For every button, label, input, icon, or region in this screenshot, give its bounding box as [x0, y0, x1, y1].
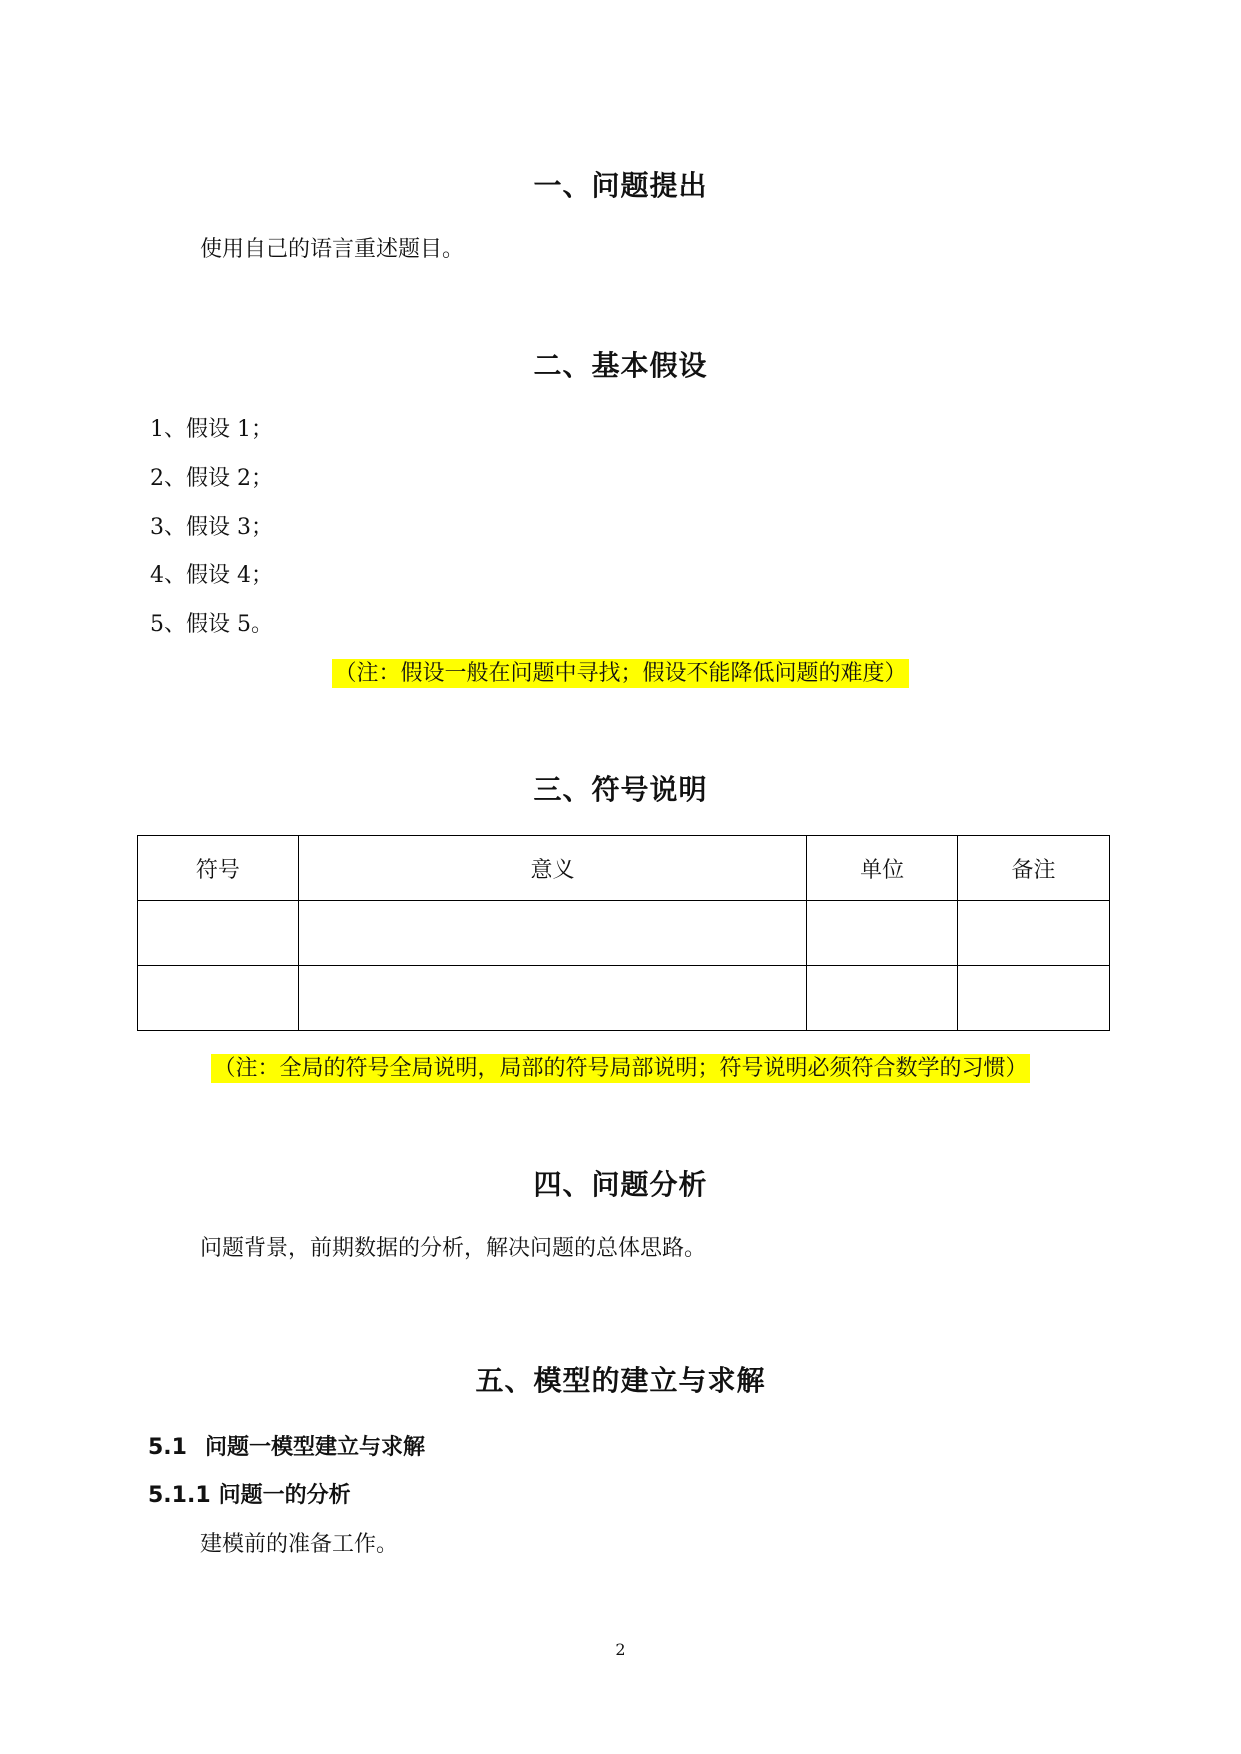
page-number: 2 [615, 1640, 626, 1659]
table-row [138, 966, 1110, 1031]
assumption-note: （注：假设一般在问题中寻找；假设不能降低问题的难度） [334, 661, 907, 686]
header-unit: 单位 [807, 836, 958, 901]
table-cell [958, 901, 1110, 966]
subsection-number: 5.1.1 [148, 1483, 211, 1508]
table-cell [807, 901, 958, 966]
assumption-note-wrapper [0, 656, 1241, 687]
header-remark: 备注 [958, 836, 1110, 901]
section-5-title: 五、模型的建立与求解 [475, 1364, 766, 1397]
subsection-5-1 [148, 1430, 425, 1461]
table-header-row [138, 836, 1110, 901]
assumption-item: 2、假设 2； [150, 466, 273, 491]
section-5-body: 建模前的准备工作。 [200, 1532, 399, 1557]
subsection-title: 问题一的分析 [218, 1483, 351, 1508]
assumption-item: 1、假设 1； [150, 417, 273, 442]
subsection-title: 问题一模型建立与求解 [204, 1435, 425, 1460]
assumption-item: 3、假设 3； [150, 515, 273, 540]
table-row [138, 901, 1110, 966]
section-1-body: 使用自己的语言重述题目。 [200, 237, 465, 262]
section-4-title: 四、问题分析 [533, 1168, 708, 1201]
section-1-title: 一、问题提出 [533, 169, 708, 202]
symbol-table [137, 835, 1110, 1031]
subsection-5-1-1 [148, 1478, 351, 1509]
table-cell [298, 966, 806, 1031]
section-3-title: 三、符号说明 [533, 773, 708, 806]
table-cell [298, 901, 806, 966]
header-symbol: 符号 [138, 836, 299, 901]
header-meaning: 意义 [298, 836, 806, 901]
table-cell [138, 966, 299, 1031]
table-cell [138, 901, 299, 966]
section-4-body: 问题背景，前期数据的分析，解决问题的总体思路。 [200, 1236, 707, 1261]
table-cell [958, 966, 1110, 1031]
symbol-note: （注：全局的符号全局说明，局部的符号局部说明；符号说明必须符合数学的习惯） [213, 1056, 1028, 1081]
assumption-item: 5、假设 5。 [150, 612, 273, 637]
table-cell [807, 966, 958, 1031]
section-2-title: 二、基本假设 [533, 349, 708, 382]
symbol-note-wrapper [0, 1051, 1241, 1082]
subsection-number: 5.1 [148, 1435, 187, 1460]
assumption-item: 4、假设 4； [150, 563, 273, 588]
